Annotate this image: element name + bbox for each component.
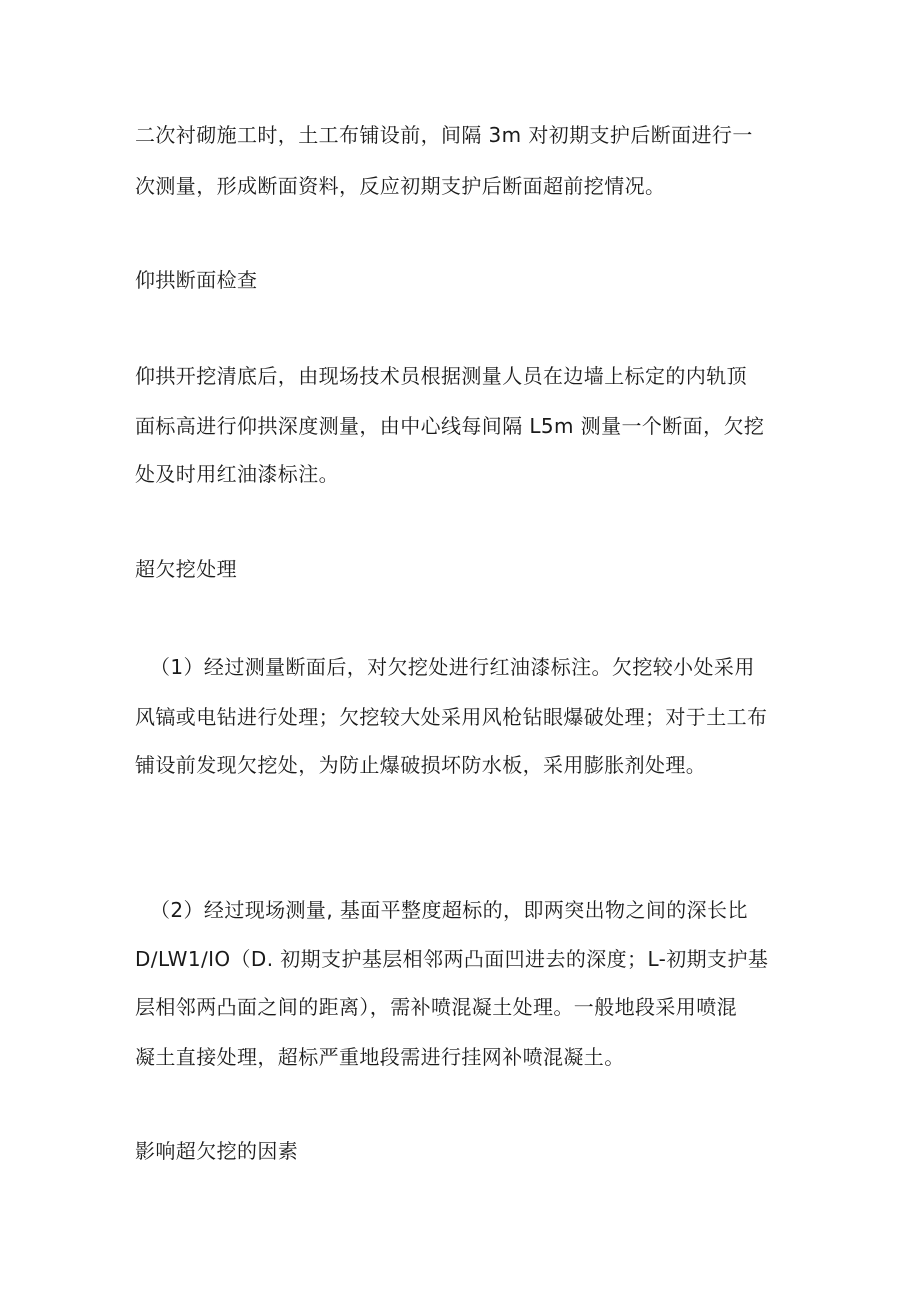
item-2-line-3: 层相邻两凸面之间的距离），需补喷混凝土处理。一般地段采用喷混 xyxy=(135,995,737,1019)
item-2-line-2: D∕LW1∕IO（D. 初期支护基层相邻两凸面凹进去的深度；L-初期支护基 xyxy=(135,947,769,971)
paragraph-2-line-1: 仰拱开挖清底后，由现场技术员根据测量人员在边墙上标定的内轨顶 xyxy=(135,364,747,388)
item-1-line-3: 铺设前发现欠挖处，为防止爆破损坏防水板，采用膨胀剂处理。 xyxy=(135,753,707,777)
item-2-line-1: （2）经过现场测量, 基面平整度超标的，即两突出物之间的深长比 xyxy=(150,898,748,922)
paragraph-2-line-3: 处及时用红油漆标注。 xyxy=(135,462,339,486)
item-1-line-1: （1）经过测量断面后，对欠挖处进行红油漆标注。欠挖较小处采用 xyxy=(150,655,755,679)
item-1-line-2: 风镐或电钻进行处理；欠挖较大处采用风枪钻眼爆破处理；对于土工布 xyxy=(135,705,768,729)
section-heading-invert-arch-check: 仰拱断面检查 xyxy=(135,268,258,292)
paragraph-1-line-1: 二次衬砌施工时，土工布铺设前，间隔 3m 对初期支护后断面进行一 xyxy=(135,123,753,147)
item-2-line-4: 凝土直接处理，超标严重地段需进行挂网补喷混凝土。 xyxy=(135,1045,625,1069)
section-heading-factors: 影响超欠挖的因素 xyxy=(135,1139,299,1163)
section-heading-over-under-excavation: 超欠挖处理 xyxy=(135,557,237,581)
paragraph-2-line-2: 面标高进行仰拱深度测量，由中心线每间隔 L5m 测量一个断面，欠挖 xyxy=(135,414,765,438)
paragraph-1-line-2: 次测量，形成断面资料，反应初期支护后断面超前挖情况。 xyxy=(135,174,666,198)
